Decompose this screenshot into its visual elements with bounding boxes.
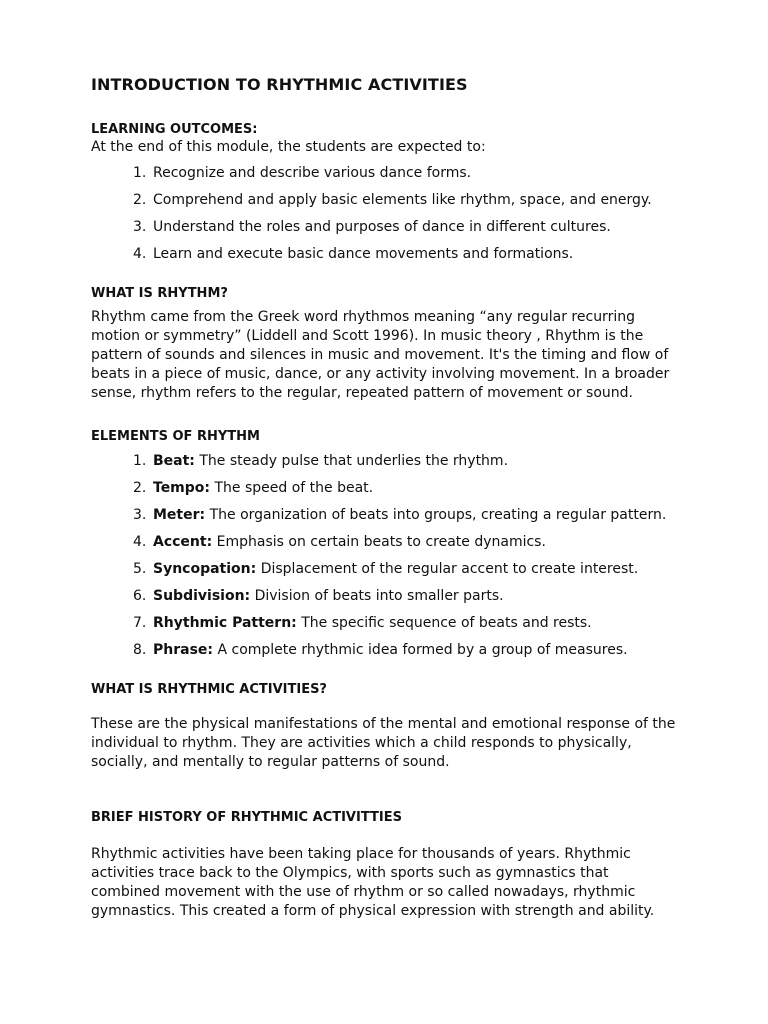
list-item: 5. Syncopation: Displacement of the regular accent to create interest. [133, 561, 639, 577]
learning-outcomes-list [133, 164, 652, 272]
list-item: 1. Beat: The steady pulse that underlies the rhythm. [133, 453, 509, 469]
brief-history-body: Rhythmic activities have been taking place for thousands of years. Rhythmic activities trace back to the Olympics, with sports such as gymnastics that combined movement with the use of rhythm or so called nowadays, rhythmic gymnastics. This created a form of physical expression with strength and ability. [91, 846, 655, 919]
list-item: 3. Meter: The organization of beats into groups, creating a regular pattern. [133, 507, 667, 523]
list-item: 4. Accent: Emphasis on certain beats to create dynamics. [133, 534, 546, 550]
what-is-rhythmic-activities-body: These are the physical manifestations of the mental and emotional response of the individual to rhythm. They are activities which a child responds to physically, socially, and mentally to regular patterns of sound. [91, 716, 676, 770]
list-item: 2. Comprehend and apply basic elements like rhythm, space, and energy. [133, 192, 652, 208]
elements-of-rhythm-list [133, 452, 666, 668]
elements-of-rhythm-heading: ELEMENTS OF RHYTHM [91, 429, 260, 444]
what-is-rhythmic-activities-heading: WHAT IS RHYTHMIC ACTIVITIES? [91, 682, 327, 697]
list-item: 1. Recognize and describe various dance forms. [133, 165, 472, 181]
list-item: 3. Understand the roles and purposes of dance in different cultures. [133, 219, 611, 235]
list-item: 4. Learn and execute basic dance movements and formations. [133, 246, 574, 262]
learning-outcomes-intro: At the end of this module, the students are expected to: [91, 139, 486, 155]
learning-outcomes-heading: LEARNING OUTCOMES: [91, 122, 258, 137]
list-item: 8. Phrase: A complete rhythmic idea formed by a group of measures. [133, 642, 628, 658]
list-item: 2. Tempo: The speed of the beat. [133, 480, 374, 496]
list-item: 7. Rhythmic Pattern: The specific sequence of beats and rests. [133, 615, 592, 631]
brief-history-heading: BRIEF HISTORY OF RHYTHMIC ACTIVITTIES [91, 810, 402, 825]
what-is-rhythm-heading: WHAT IS RHYTHM? [91, 286, 228, 301]
page-title: INTRODUCTION TO RHYTHMIC ACTIVITIES [91, 75, 468, 94]
what-is-rhythm-body: Rhythm came from the Greek word rhythmos meaning “any regular recurring motion or symmetry” (Liddell and Scott 1996). In music theory , Rhythm is the pattern of sounds and silences in music and movement. It's the timing and flow of beats in a piece of music, dance, or any activity involving movement. In a broader sense, rhythm refers to the regular, repeated pattern of movement or sound. [91, 309, 670, 401]
list-item: 6. Subdivision: Division of beats into smaller parts. [133, 588, 504, 604]
